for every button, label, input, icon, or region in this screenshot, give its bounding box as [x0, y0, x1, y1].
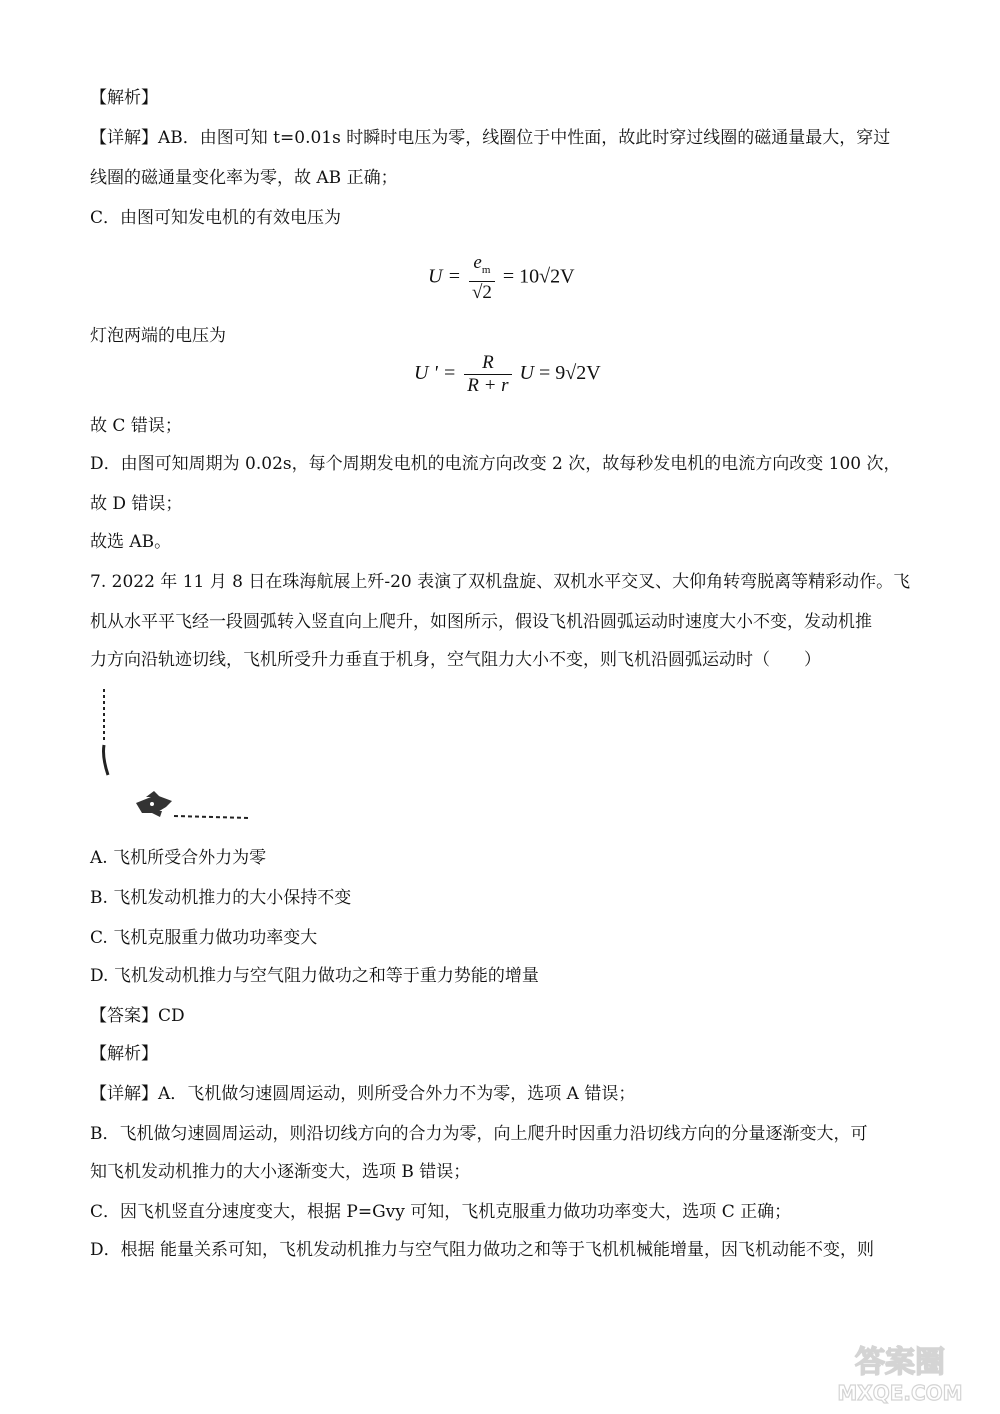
- option-a: A. 飞机所受合外力为零: [90, 848, 267, 868]
- answer-line: 【答案】CD: [90, 1006, 185, 1026]
- formula-lhs: U ' =: [414, 362, 457, 385]
- analysis-line: D．根据 能量关系可知，飞机发动机推力与空气阻力做功之和等于飞机机械能增量，因飞机动能不变，则: [90, 1240, 875, 1260]
- option-c: C. 飞机克服重力做功功率变大: [90, 928, 318, 948]
- trajectory-figure: [90, 685, 270, 835]
- analysis-line: 知飞机发动机推力的大小逐渐变大，选项 B 错误；: [90, 1162, 471, 1182]
- numerator-subscript: m: [481, 263, 491, 276]
- solution-line: 故 D 错误；: [90, 494, 183, 514]
- solution-label-1: 【解析】: [90, 88, 158, 108]
- arc-path: [104, 745, 109, 775]
- option-b: B. 飞机发动机推力的大小保持不变: [90, 888, 352, 908]
- fraction-numerator: R: [464, 352, 511, 375]
- formula-lamp-voltage: [414, 352, 601, 397]
- option-d: D. 飞机发动机推力与空气阻力做功之和等于重力势能的增量: [90, 966, 539, 986]
- question-7-text: 机从水平平飞经一段圆弧转入竖直向上爬升，如图所示，假设飞机沿圆弧运动时速度大小不变，发动机推: [90, 612, 872, 632]
- solution-line: 线圈的磁通量变化率为零，故 AB 正确；: [90, 168, 398, 188]
- formula-effective-voltage: [428, 252, 575, 304]
- fraction-denominator: R + r: [467, 375, 509, 396]
- solution-line: 故选 AB。: [90, 532, 172, 552]
- analysis-line: C．因飞机竖直分速度变大，根据 P=Gvy 可知，飞机克服重力做功功率变大，选项 C 正确；: [90, 1202, 792, 1222]
- watermark-text-cn: 答案圈: [855, 1345, 945, 1380]
- solution-line: D．由图可知周期为 0.02s，每个周期发电机的电流方向改变 2 次，故每秒发电机的电流方向改变 100 次，: [90, 454, 901, 474]
- watermark-logo: [820, 1336, 980, 1406]
- formula-rhs: = 10√2V: [502, 265, 575, 288]
- analysis-line: 【详解】A．飞机做匀速圆周运动，则所受合外力不为零，选项 A 错误；: [90, 1084, 636, 1104]
- aircraft-icon: [136, 791, 172, 817]
- question-7-text: 力方向沿轨迹切线，飞机所受升力垂直于机身，空气阻力大小不变，则飞机沿圆弧运动时（ ）: [90, 650, 821, 670]
- solution-line: 故 C 错误；: [90, 416, 182, 436]
- fraction-numerator: e: [473, 252, 482, 273]
- question-7-text: 7. 2022 年 11 月 8 日在珠海航展上歼-20 表演了双机盘旋、双机水平交叉、大仰角转弯脱离等精彩动作。飞: [90, 572, 911, 592]
- dashed-horizontal-path: [174, 816, 250, 818]
- fraction-denominator: √2: [471, 281, 492, 303]
- analysis-line: B．飞机做匀速圆周运动，则沿切线方向的合力为零，向上爬升时因重力沿切线方向的分量逐渐变大，可: [90, 1124, 868, 1144]
- analysis-label: 【解析】: [90, 1044, 158, 1064]
- fraction: [464, 352, 511, 397]
- formula-lhs: U =: [428, 265, 461, 288]
- formula-rhs: = 9√2V: [539, 362, 601, 385]
- formula-mid: U: [519, 362, 534, 385]
- solution-line: 【详解】AB．由图可知 t=0.01s 时瞬时电压为零，线圈位于中性面，故此时穿过线圈的磁通量最大，穿过: [90, 128, 891, 148]
- solution-line: C．由图可知发电机的有效电压为: [90, 208, 342, 228]
- watermark-text-url: MXQE.COM: [837, 1381, 963, 1405]
- solution-line: 灯泡两端的电压为: [90, 326, 226, 346]
- fraction: [469, 252, 495, 304]
